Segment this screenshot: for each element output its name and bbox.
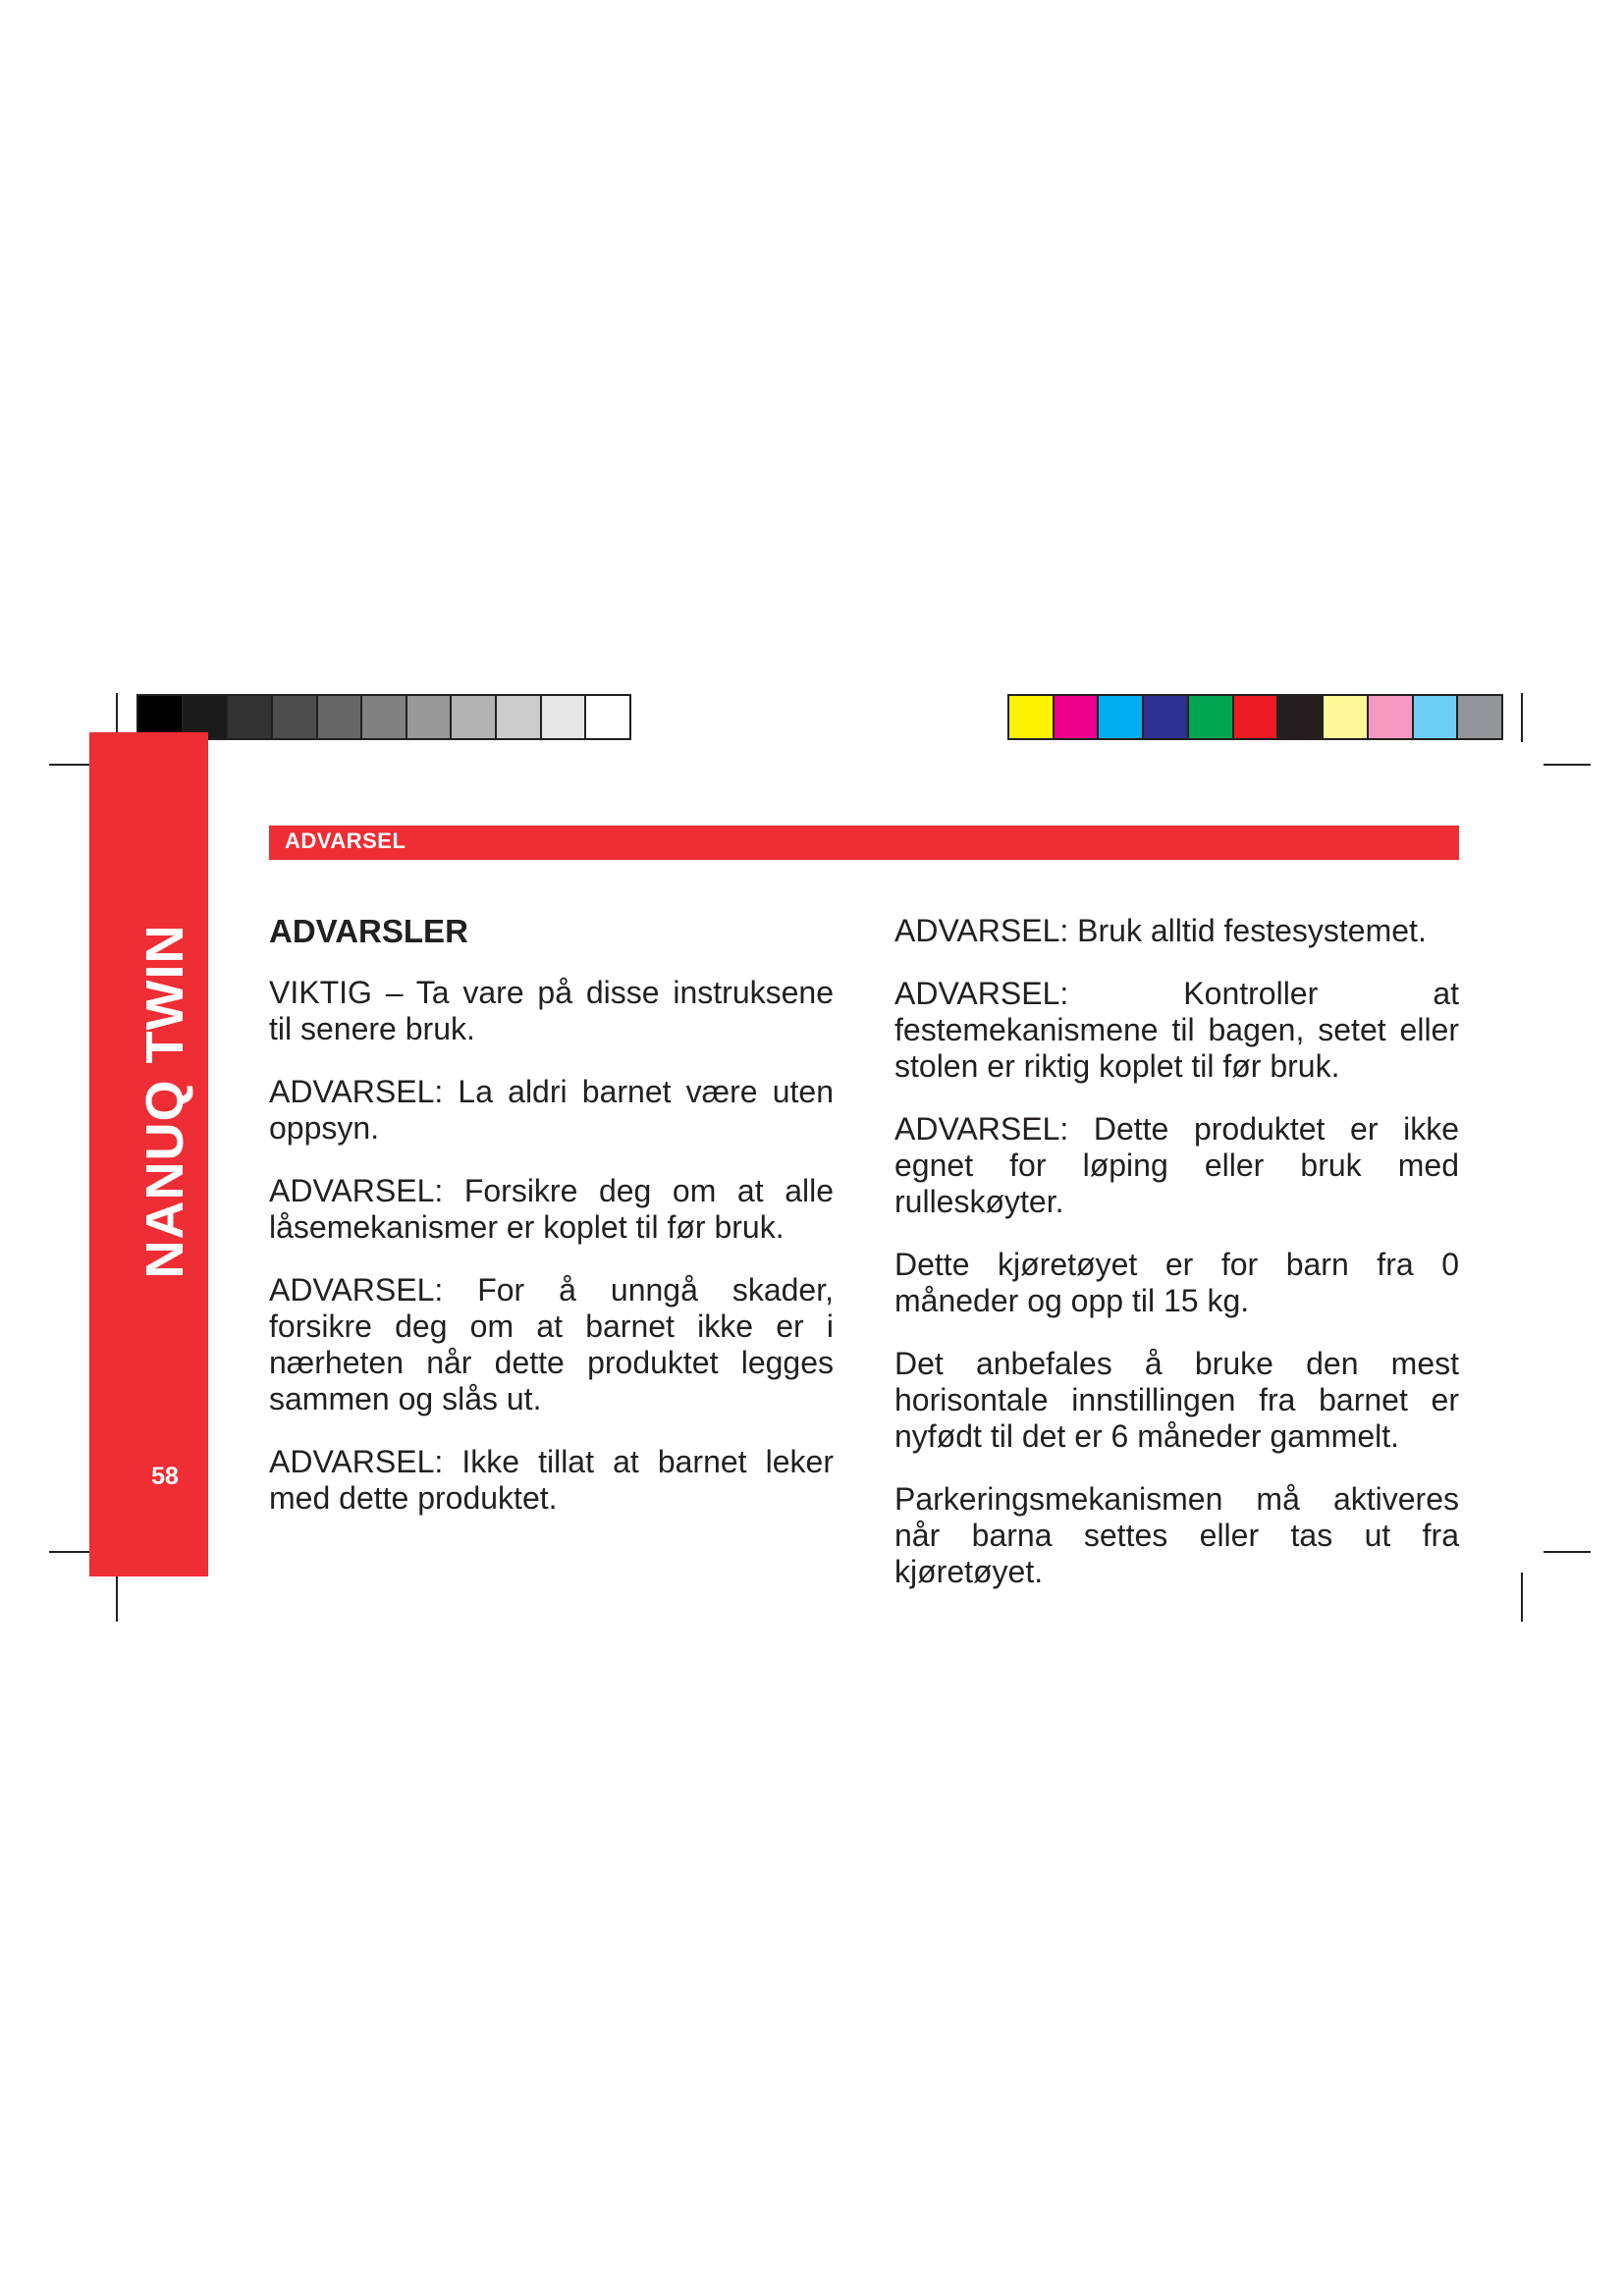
color-swatch — [1189, 696, 1234, 738]
crop-mark — [1543, 1551, 1591, 1553]
paragraph: ADVARSEL: For å unngå skader, forsikre deg om at barnet ikke er i nærheten når dette produktet legges sammen og slås ut. — [269, 1272, 834, 1416]
paragraph: ADVARSEL: Dette produktet er ikke egnet for løping eller bruk med rulleskøyter. — [894, 1111, 1459, 1219]
color-swatch — [1324, 696, 1369, 738]
page-number: 58 — [151, 1463, 179, 1490]
color-swatch — [1009, 696, 1055, 738]
crop-mark — [1521, 693, 1523, 742]
paragraph: Parkeringsmekanismen må aktiveres når barna settes eller tas ut fra kjøretøyet. — [894, 1481, 1459, 1589]
paragraph: VIKTIG – Ta vare på disse instruksene til senere bruk. — [269, 975, 834, 1046]
right-column — [894, 913, 1459, 1617]
section-header-label: ADVARSEL — [285, 828, 406, 853]
color-swatch — [586, 696, 629, 738]
color-swatch — [1278, 696, 1324, 738]
color-swatch — [362, 696, 407, 738]
paragraph: ADVARSEL: Forsikre deg om at alle låsemekanismer er koplet til før bruk. — [269, 1173, 834, 1245]
color-swatch — [228, 696, 273, 738]
color-swatch — [1055, 696, 1100, 738]
color-swatch — [452, 696, 497, 738]
side-title: NANUQ TWIN — [135, 924, 194, 1279]
crop-mark — [1521, 1573, 1523, 1622]
color-swatch — [1144, 696, 1189, 738]
paragraph: Det anbefales å bruke den mest horisontale innstillingen fra barnet er nyfødt til det er 6 måneder gammelt. — [894, 1346, 1459, 1454]
color-swatch — [542, 696, 587, 738]
color-swatch — [407, 696, 453, 738]
color-calibration-bar — [1007, 694, 1503, 740]
color-swatch — [1234, 696, 1279, 738]
color-swatch — [1458, 696, 1501, 738]
section-header-band — [269, 826, 1459, 860]
paragraph: ADVARSEL: La aldri barnet være uten oppsyn. — [269, 1074, 834, 1146]
crop-mark — [1543, 764, 1591, 766]
color-swatch — [1414, 696, 1459, 738]
left-column — [269, 913, 834, 1543]
color-swatch — [1369, 696, 1414, 738]
column-heading: ADVARSLER — [269, 913, 468, 949]
paragraph: ADVARSEL: Ikke tillat at barnet leker med dette produktet. — [269, 1444, 834, 1516]
paragraph: Dette kjøretøyet er for barn fra 0 måneder og opp til 15 kg. — [894, 1247, 1459, 1318]
paragraph: ADVARSEL: Kontroller at festemekanismene til bagen, setet eller stolen er riktig koplet til før bruk. — [894, 976, 1459, 1084]
crop-mark — [116, 1573, 118, 1622]
color-swatch — [273, 696, 318, 738]
paragraph: ADVARSEL: Bruk alltid festesystemet. — [894, 913, 1427, 948]
color-swatch — [1099, 696, 1144, 738]
color-swatch — [497, 696, 542, 738]
grayscale-calibration-bar — [136, 694, 631, 740]
color-swatch — [318, 696, 363, 738]
